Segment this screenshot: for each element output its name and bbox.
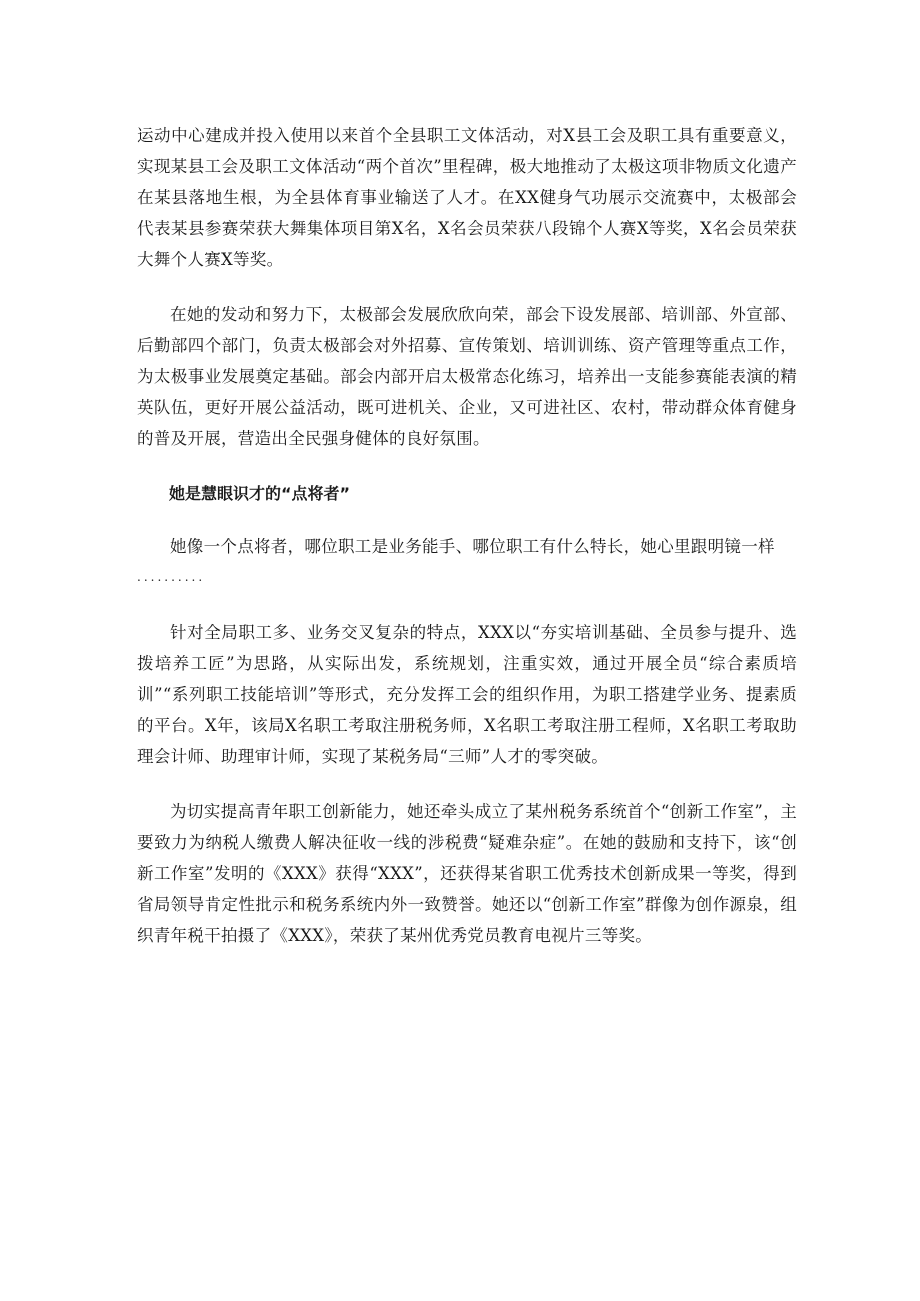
paragraph-innovation-studio: 为切实提高青年职工创新能力，她还牵头成立了某州税务系统首个“创新工作室”，主要致力为纳税人缴费人解决征收一线的涉税费“疑难杂症”。在她的鼓励和支持下，该“创新工作室”发明的《XXX》获得“XXX”，还获得某省职工优秀技术创新成果一等奖，得到省局领导肯定性批示和税务系统内外一致赞誉。她还以“创新工作室”群像为创作源泉，组织青年税干拍摄了《XXX》，荣获了某州优秀党员教育电视片三等奖。 bbox=[137, 802, 797, 945]
paragraph-sports-activity: 运动中心建成并投入使用以来首个全县职工文体活动，对X县工会及职工具有重要意义，实现某县工会及职工文体活动“两个首次”里程碑，极大地推动了太极这项非物质文化遗产在某县落地生根，为全县体育事业输送了人才。在XX健身气功展示交流赛中，太极部会代表某县参赛荣获大舞集体项目第X名，X名会员荣获八段锦个人赛X等奖，X名会员荣获大舞个人赛X等奖。 bbox=[137, 126, 797, 269]
paragraph-training: 针对全局职工多、业务交叉复杂的特点，XXX以“夯实培训基础、全员参与提升、选拨培养工匠”为思路，从实际出发，系统规划，注重实效，通过开展全员“综合素质培训”“系列职工技能培训”等形式，充分发挥工会的组织作用，为职工搭建学业务、提素质的平台。X年，该局X名职工考取注册税务师，X名职工考取注册工程师，X名职工考取助理会计师、助理审计师，实现了某税务局“三师”人才的零突破。 bbox=[137, 623, 797, 766]
paragraph-talent-spotter bbox=[137, 531, 797, 593]
ellipsis-dots: .......... bbox=[137, 570, 206, 584]
paragraph-talent-spotter-text: 她像一个点将者，哪位职工是业务能手、哪位职工有什么特长，她心里跟明镜一样 bbox=[170, 537, 775, 556]
document-body bbox=[137, 120, 797, 975]
paragraph-taiji-development: 在她的发动和努力下，太极部会发展欣欣向荣，部会下设发展部、培训部、外宣部、后勤部四个部门，负责太极部会对外招募、宣传策划、培训训练、资产管理等重点工作，为太极事业发展奠定基础。部会内部开启太极常态化练习，培养出一支能参赛能表演的精英队伍，更好开展公益活动，既可进机关、企业，又可进社区、农村，带动群众体育健身的普及开展，营造出全民强身健体的良好氛围。 bbox=[137, 305, 797, 448]
section-heading: 她是慧眼识才的“点将者” bbox=[169, 484, 351, 503]
